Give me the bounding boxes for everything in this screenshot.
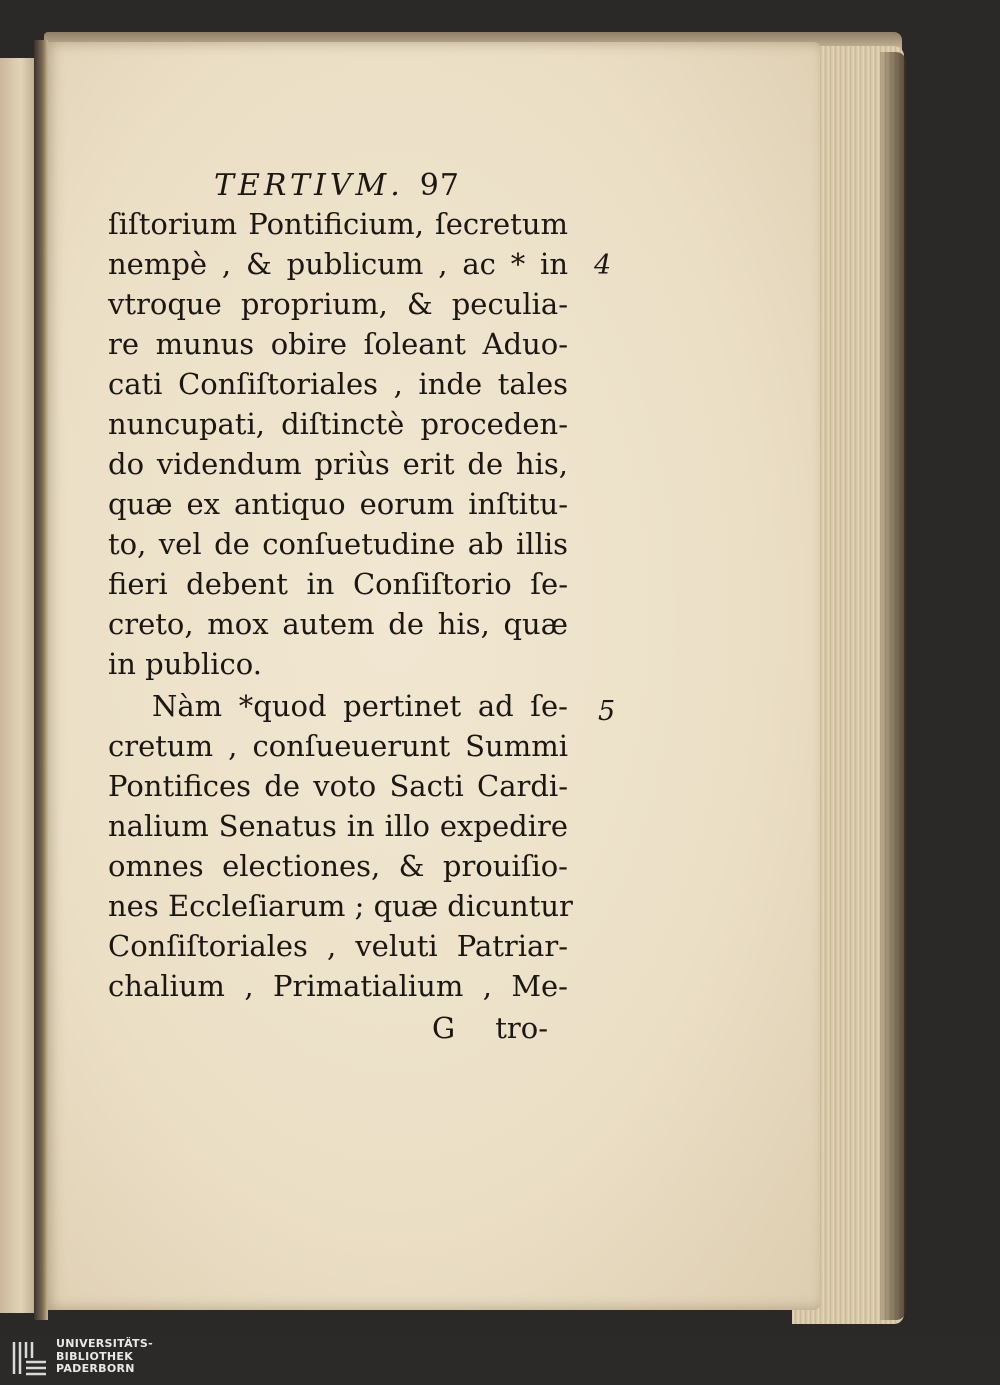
- library-line-1: UNIVERSITÄTS-: [56, 1337, 153, 1350]
- text-line: cati Conſiſtoriales , inde tales: [108, 367, 568, 401]
- library-line-3: PADERBORN: [56, 1362, 135, 1375]
- text-line: nempè , & publicum , ac * in: [108, 247, 568, 281]
- text-line: nuncupati, diſtinctè proceden-: [108, 407, 568, 441]
- text-line: Pontifices de voto Sacti Cardi-: [108, 769, 568, 803]
- paragraph-1: [108, 204, 568, 684]
- text-line: chalium , Primatialium , Me-: [108, 969, 568, 1003]
- text-line: creto, mox autem de his, quæ: [108, 607, 568, 641]
- marginal-note: 4: [594, 250, 612, 281]
- page-number: 97: [419, 168, 460, 203]
- text-line: quæ ex antiquo eorum inſtitu-: [108, 487, 568, 521]
- library-logo-icon: [10, 1338, 50, 1378]
- running-header: [214, 166, 568, 206]
- text-line: cretum , conſueuerunt Summi: [108, 729, 568, 763]
- marginal-note: 5: [598, 696, 616, 727]
- footer-bar: [0, 1330, 1000, 1385]
- text-line: omnes electiones, & prouiſio-: [108, 849, 568, 883]
- text-line: nalium Senatus in illo expedire: [108, 809, 568, 843]
- text-line: fieri debent in Conſiſtorio ſe-: [108, 567, 568, 601]
- text-line: re munus obire ſoleant Aduo-: [108, 327, 568, 361]
- page-text: [108, 166, 573, 1048]
- text-line: Conſiſtoriales , veluti Patriar-: [108, 929, 568, 963]
- paragraph-2: [108, 686, 573, 1006]
- page-footer-line: [108, 1008, 568, 1048]
- library-name: [56, 1338, 153, 1376]
- book-gutter: [34, 40, 48, 1320]
- text-line: to, vel de conſuetudine ab illis: [108, 527, 568, 561]
- text-line: in publico.: [108, 647, 262, 681]
- text-line: do videndum priùs erit de his,: [108, 447, 568, 481]
- library-line-2: BIBLIOTHEK: [56, 1349, 134, 1363]
- page-stack-shadow: [880, 52, 906, 1320]
- signature-mark: G: [432, 1011, 456, 1045]
- text-line: ſiſtorium Pontificium, ſecretum: [108, 207, 568, 241]
- left-page-edge: [0, 58, 38, 1313]
- text-line: nes Eccleſiarum ; quæ dicuntur: [108, 889, 573, 923]
- text-line: vtroque proprium, & peculia-: [108, 287, 568, 321]
- text-line: Nàm *quod pertinet ad ſe-: [152, 689, 568, 723]
- catchword: tro-: [495, 1011, 548, 1045]
- header-title: TERTIVM.: [214, 168, 404, 203]
